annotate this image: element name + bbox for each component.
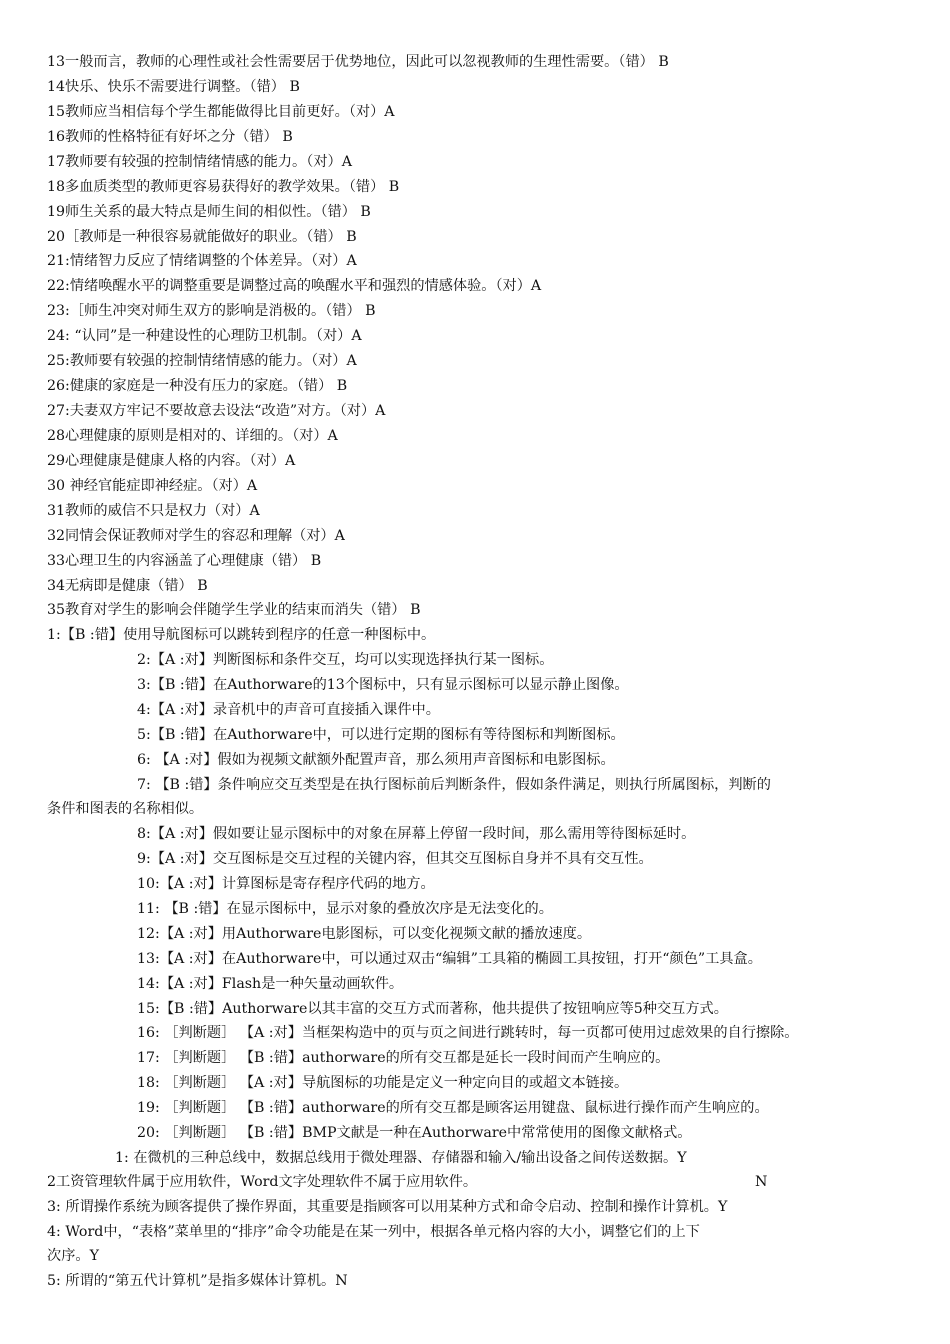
list-item: 25:教师要有较强的控制情绪情感的能力。（对）A (47, 353, 357, 369)
list-item: 13一般而言，教师的心理性或社会性需要居于优势地位，因此可以忽视教师的生理性需要。（错） B (47, 54, 669, 70)
list-item: 1:【B :错】使用导航图标可以跳转到程序的任意一种图标中。 (47, 627, 436, 643)
list-item: 10:【A :对】计算图标是寄存程序代码的地方。 (137, 876, 435, 892)
list-item: 33心理卫生的内容涵盖了心理健康（错） B (47, 553, 322, 569)
list-item: 31教师的威信不只是权力（对）A (47, 503, 260, 519)
list-item: 7: 【B :错】条件响应交互类型是在执行图标前后判断条件，假如条件满足，则执行所属图标，判断的 (137, 777, 771, 793)
list-item-continuation: 条件和图表的名称相似。 (47, 801, 204, 817)
list-item: 5: 所谓的“第五代计算机”是指多媒体计算机。N (47, 1273, 348, 1289)
list-item: 5:【B :错】在Authorware中，可以进行定期的图标有等待图标和判断图标。 (137, 727, 625, 743)
list-item: 2工资管理软件属于应用软件，Word文字处理软件不属于应用软件。 (47, 1174, 478, 1190)
list-item: 29心理健康是健康人格的内容。（对）A (47, 453, 296, 469)
list-item: 11: 【B :错】在显示图标中，显示对象的叠放次序是无法变化的。 (137, 901, 553, 917)
list-item: 14快乐、快乐不需要进行调整。（错） B (47, 79, 300, 95)
list-item: 24: “认同”是一种建设性的心理防卫机制。（对）A (47, 328, 362, 344)
list-item: 23:［师生冲突对师生双方的影响是消极的。（错） B (47, 303, 376, 319)
list-item: 13:【A :对】在Authorware中，可以通过双击“编辑”工具箱的椭圆工具按钮，打开“颜色”工具盒。 (137, 951, 762, 967)
list-item: 1: 在微机的三种总线中，数据总线用于微处理器、存储器和输入/输出设备之间传送数据。Y (115, 1150, 687, 1166)
list-item: 30 神经官能症即神经症。（对）A (47, 478, 258, 494)
list-item: 17: ［判断题］ 【B :错】authorware的所有交互都是延长一段时间而产生响应的。 (137, 1050, 670, 1066)
list-item: 12:【A :对】用Authorware电影图标，可以变化视频文献的播放速度。 (137, 926, 592, 942)
list-item: 17教师要有较强的控制情绪情感的能力。（对）A (47, 154, 352, 170)
list-item: 35教育对学生的影响会伴随学生学业的结束而消失（错） B (47, 602, 421, 618)
list-item: 3:【B :错】在Authorware的13个图标中，只有显示图标可以显示静止图像。 (137, 677, 629, 693)
list-item: 26:健康的家庭是一种没有压力的家庭。（错） B (47, 378, 348, 394)
list-item: 15:【B :错】Authorware以其丰富的交互方式而著称，他共提供了按钮响应等5种交互方式。 (137, 1001, 728, 1017)
list-item: 8:【A :对】假如要让显示图标中的对象在屏幕上停留一段时间，那么需用等待图标延时。 (137, 826, 696, 842)
list-item: 19师生关系的最大特点是师生间的相似性。（错） B (47, 204, 371, 220)
list-item: 18多血质类型的教师更容易获得好的教学效果。（错） B (47, 179, 400, 195)
list-item: 15教师应当相信每个学生都能做得比目前更好。（对）A (47, 104, 395, 120)
list-item: 28心理健康的原则是相对的、详细的。（对）A (47, 428, 338, 444)
list-item: 20: ［判断题］ 【B :错】BMP文献是一种在Authorware中常常使用的图像文献格式。 (137, 1125, 692, 1141)
list-item: 14:【A :对】Flash是一种矢量动画软件。 (137, 976, 404, 992)
answer-mark: N (755, 1174, 768, 1190)
list-item: 4:【A :对】录音机中的声音可直接插入课件中。 (137, 702, 440, 718)
list-item: 27:夫妻双方牢记不要故意去设法“改造”对方。（对）A (47, 403, 386, 419)
list-item: 4: Word中，“表格”菜单里的“排序”命令功能是在某一列中，根据各单元格内容的大小，调整它们的上下 (47, 1224, 700, 1240)
list-item: 16: ［判断题］ 【A :对】当框架构造中的页与页之间进行跳转时，每一页都可使用过虑效果的自行擦除。 (137, 1025, 799, 1041)
list-item: 32同情会保证教师对学生的容忍和理解（对）A (47, 528, 345, 544)
list-item: 16教师的性格特征有好坏之分（错） B (47, 129, 293, 145)
list-item: 9:【A :对】交互图标是交互过程的关键内容，但其交互图标自身并不具有交互性。 (137, 851, 653, 867)
list-item: 2:【A :对】判断图标和条件交互，均可以实现选择执行某一图标。 (137, 652, 554, 668)
list-item: 22:情绪唤醒水平的调整重要是调整过高的唤醒水平和强烈的情感体验。（对）A (47, 278, 542, 294)
list-item-continuation: 次序。Y (47, 1248, 99, 1264)
list-item: 18: ［判断题］ 【A :对】导航图标的功能是定义一种定向目的或超文本链接。 (137, 1075, 629, 1091)
list-item: 21:情绪智力反应了情绪调整的个体差异。（对）A (47, 253, 357, 269)
list-item: 19: ［判断题］ 【B :错】authorware的所有交互都是顾客运用键盘、鼠标进行操作而产生响应的。 (137, 1100, 769, 1116)
list-item: 6: 【A :对】假如为视频文献额外配置声音，那么须用声音图标和电影图标。 (137, 752, 615, 768)
list-item: 20［教师是一种很容易就能做好的职业。（错） B (47, 229, 357, 245)
list-item: 3: 所谓操作系统为顾客提供了操作界面，其重要是指顾客可以用某种方式和命令启动、控制和操作计算机。Y (47, 1199, 728, 1215)
list-item: 34无病即是健康（错） B (47, 578, 208, 594)
